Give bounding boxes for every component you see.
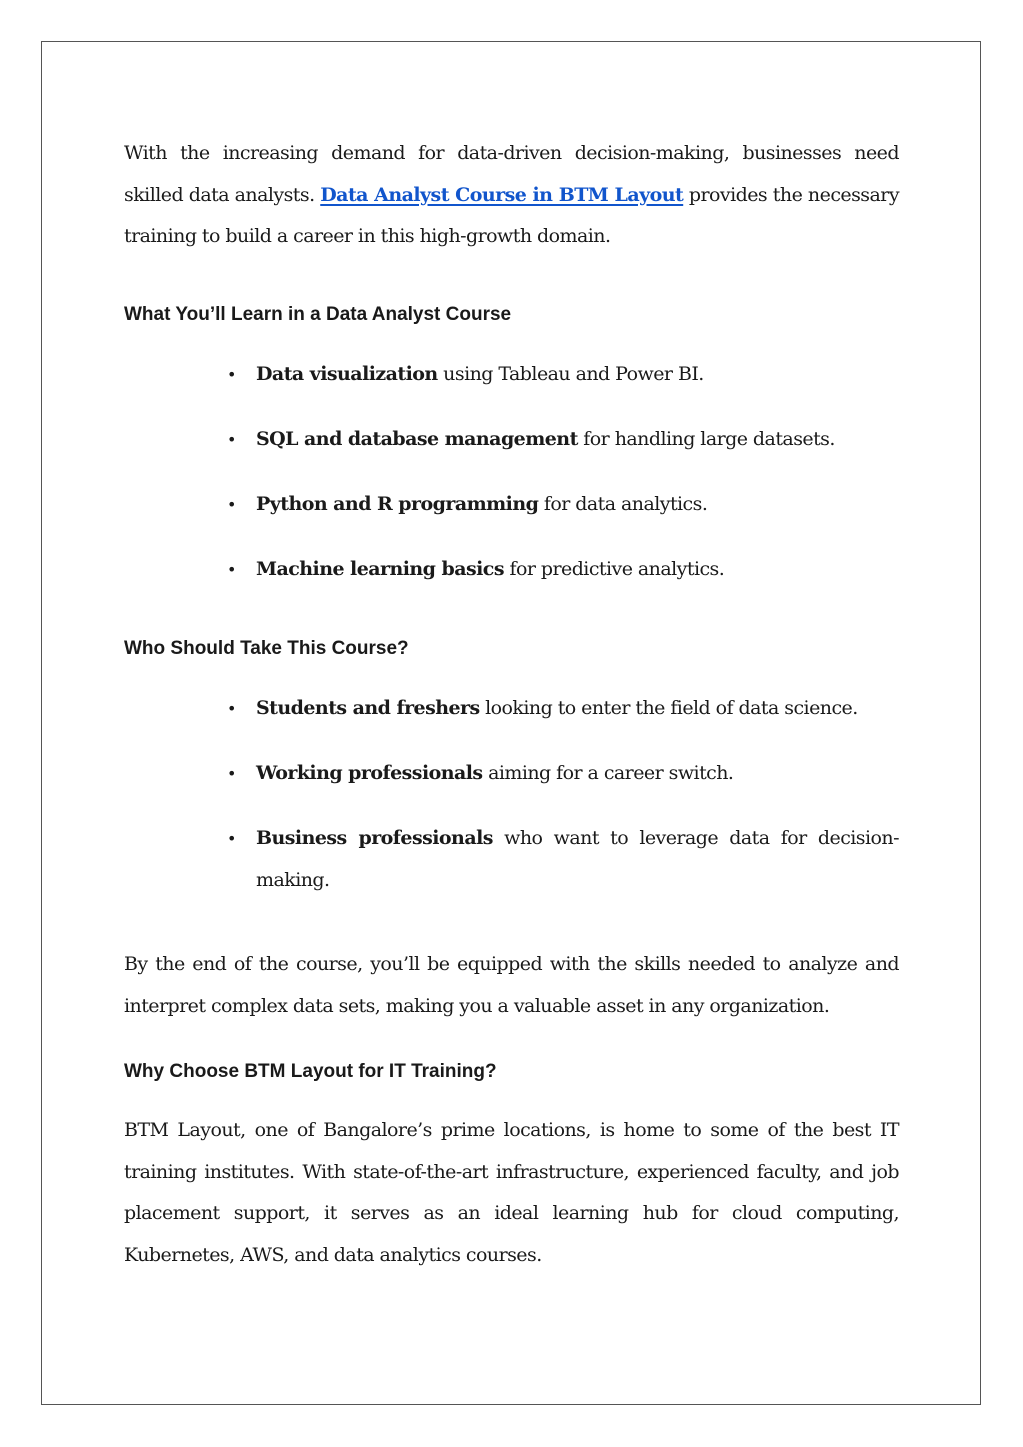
- item-rest: for handling large datasets.: [577, 428, 835, 450]
- bullet-icon: •: [227, 829, 236, 848]
- outcome-paragraph: By the end of the course, you’ll be equipped with the skills needed to analyze and interpret complex data sets, making you a valuable asset in any organization.: [124, 953, 899, 1017]
- item-strong: SQL and database management: [256, 428, 578, 450]
- item-strong: Working professionals: [256, 762, 483, 784]
- item-rest: for data analytics.: [538, 493, 708, 515]
- item-strong: Business professionals: [256, 827, 493, 849]
- intro-text-after: provides the necessary training to build a career in this high-growth domain.: [124, 183, 899, 247]
- bullet-icon: •: [227, 495, 236, 514]
- item-strong: Data visualization: [256, 363, 438, 385]
- item-rest: looking to enter the field of data science.: [479, 697, 858, 719]
- intro-paragraph: [124, 133, 899, 258]
- bullet-icon: •: [227, 699, 236, 718]
- item-strong: Machine learning basics: [256, 558, 504, 580]
- bullet-icon: •: [227, 764, 236, 783]
- item-rest: for predictive analytics.: [503, 558, 725, 580]
- bullet-icon: •: [227, 365, 236, 384]
- section-heading-who: Who Should Take This Course?: [124, 638, 409, 659]
- section-heading-why: Why Choose BTM Layout for IT Training?: [124, 1061, 497, 1082]
- intro-text-before: With the increasing demand for data-driven decision-making, businesses need skilled data analysts.: [124, 142, 899, 206]
- section-heading-learn: What You’ll Learn in a Data Analyst Course: [124, 304, 512, 325]
- bullet-icon: •: [227, 430, 236, 449]
- item-rest: who want to leverage data for decision-making.: [256, 827, 899, 891]
- item-strong: Python and R programming: [256, 493, 539, 515]
- item-rest: using Tableau and Power BI.: [437, 363, 704, 385]
- why-paragraph: BTM Layout, one of Bangalore’s prime locations, is home to some of the best IT training institutes. With state-of-the-art infrastructure, experienced faculty, and job placement support, it serves as an ideal learning hub for cloud computing, Kubernetes, AWS, and data analytics courses.: [124, 1119, 899, 1266]
- course-link[interactable]: Data Analyst Course in BTM Layout: [320, 183, 684, 206]
- item-strong: Students and freshers: [256, 697, 480, 719]
- bullet-icon: •: [227, 560, 236, 579]
- item-rest: aiming for a career switch.: [482, 762, 734, 784]
